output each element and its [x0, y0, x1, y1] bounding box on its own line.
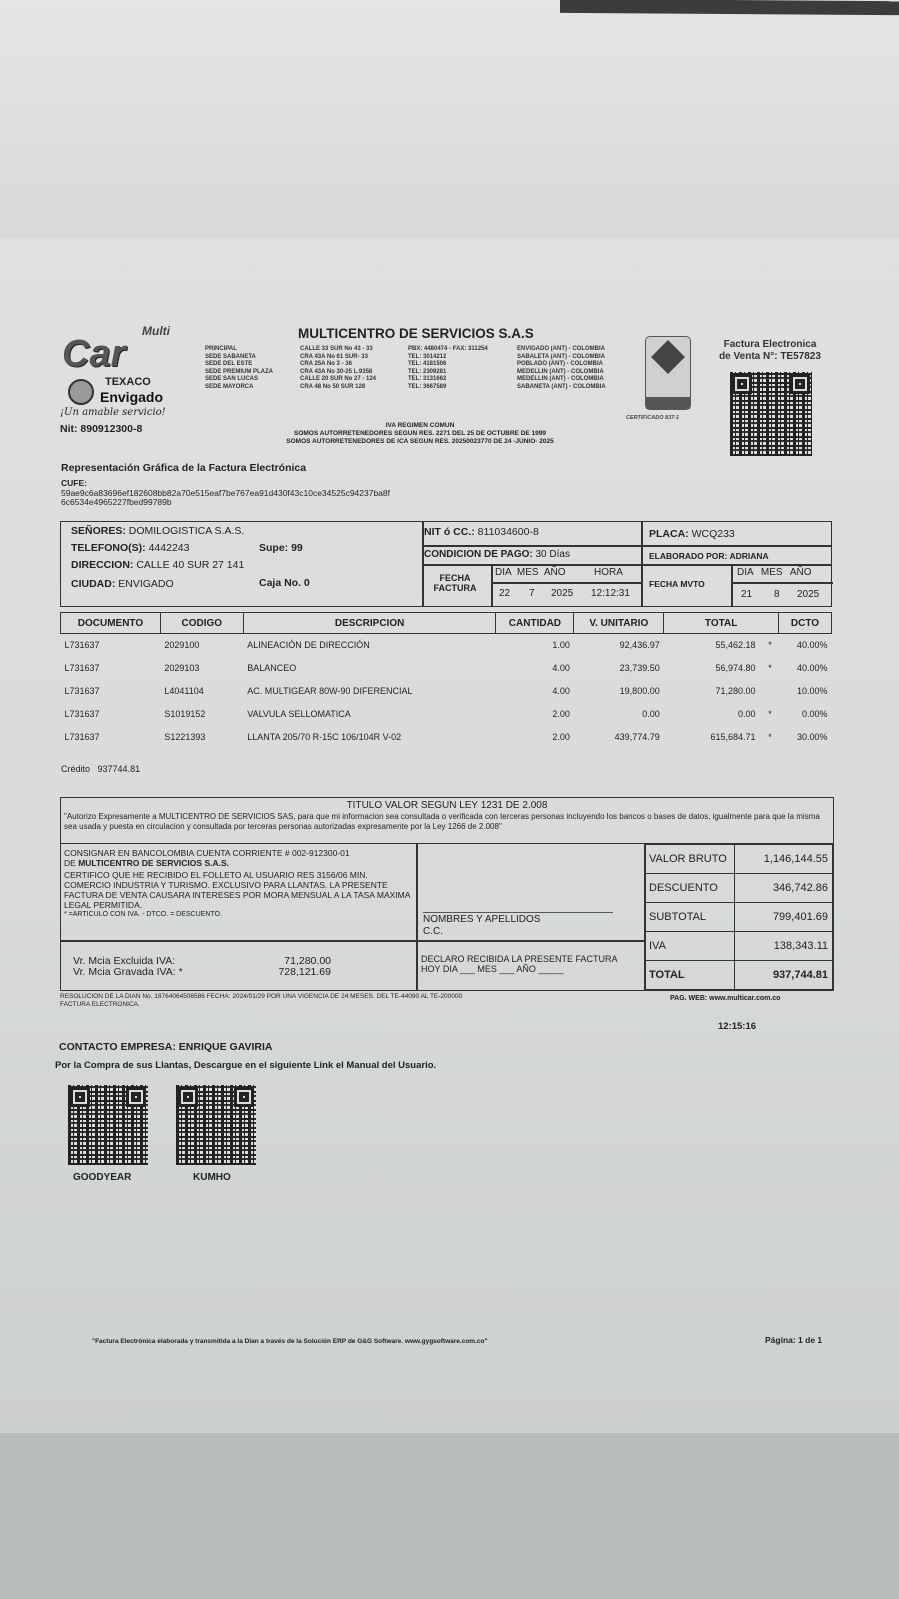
h: HORA — [594, 567, 623, 578]
iva-split — [73, 956, 183, 978]
rep-grafica-title: Representación Gráfica de la Factura Electrónica — [61, 462, 307, 474]
cell-desc: AC. MULTIGEAR 80W-90 DIFERENCIAL — [247, 686, 413, 696]
nombres-label: NOMBRES Y APELLIDOS — [423, 914, 541, 925]
excl-value: 71,280.00 — [284, 955, 331, 967]
page-number: Página: 1 de 1 — [765, 1335, 823, 1345]
h: MES — [516, 567, 539, 578]
cell-total: 71,280.00 — [715, 686, 756, 696]
declaro-block — [421, 954, 618, 974]
background-top — [0, 0, 899, 255]
iva-mark: * — [768, 709, 772, 719]
customer-name: DOMILOGISTICA S.A.S. — [128, 525, 245, 537]
invoice-year: 2025 — [551, 588, 574, 599]
invoice-day: 22 — [499, 588, 511, 599]
regimen-line: SOMOS AUTORRETENEDORES SEGUN RES. 2271 DEL 25 DE OCTUBRE DE 1999 — [293, 430, 546, 437]
cufe-value-cont: 6c6534e4965227fbed99789b — [61, 497, 172, 507]
col-header: TOTAL — [664, 613, 779, 634]
label: CONDICION DE PAGO: — [424, 549, 533, 560]
cell-cant: 2.00 — [552, 709, 570, 719]
fe-text: FACTURA ELECTRONICA. — [60, 1000, 140, 1008]
logo-slogan: ¡Un amable servicio! — [60, 407, 166, 418]
payment-condition: 30 Días — [535, 549, 570, 560]
city: ENVIGADO (ANT) - COLOMBIA — [517, 346, 605, 352]
regimen-block — [210, 422, 630, 446]
col-header: DOCUMENTO — [61, 613, 161, 634]
kumho-qr-code[interactable] — [176, 1085, 256, 1165]
customer-phone: 4442243 — [148, 542, 190, 554]
cell-total: 0.00 — [738, 709, 756, 719]
city: MEDELLIN (ANT) - COLOMBIA — [517, 376, 604, 383]
iva-mark — [762, 680, 779, 703]
phone: TEL: 3667589 — [408, 383, 447, 390]
cufe-label: CUFE: — [61, 478, 87, 488]
total-label: IVA — [645, 932, 735, 961]
total-row — [645, 874, 833, 903]
col-header: V. UNITARIO — [574, 613, 664, 634]
label: NIT ó CC.: — [424, 526, 475, 538]
fecha-mvto-label: FECHA MVTO — [649, 579, 705, 589]
address: CRA 48 No 50 SUR 128 — [300, 383, 366, 390]
mvto-day: 21 — [741, 589, 753, 600]
total-label: VALOR BRUTO — [645, 845, 735, 874]
credit-label: Crédito — [61, 764, 91, 774]
background-edge — [560, 0, 899, 15]
table-header — [61, 613, 832, 634]
cell-total: 615,684.71 — [710, 732, 756, 742]
print-time: 12:15:16 — [718, 1021, 757, 1032]
address: CALLE 33 SUR No 43 - 33 — [300, 346, 373, 352]
firma-block — [423, 914, 540, 938]
cell-unit: 0.00 — [642, 709, 660, 719]
kumho-label: KUMHO — [193, 1172, 231, 1183]
fecha-factura-label: FECHA FACTURA — [433, 573, 477, 593]
cell-cod: 2029100 — [164, 640, 200, 651]
grav-value: 728,121.69 — [278, 966, 331, 978]
total-row — [645, 961, 833, 990]
phone: TEL: 3131662 — [408, 376, 447, 383]
cell-cant: 1.00 — [552, 640, 570, 651]
table-row — [61, 726, 832, 749]
web-link[interactable]: PAG. WEB: www.multicar.com.co — [670, 995, 781, 1002]
label: DIRECCION: — [71, 559, 134, 571]
cell-dcto: 40.00% — [796, 663, 828, 673]
resolucion-block — [60, 993, 462, 1008]
cell-unit: 439,774.79 — [614, 732, 660, 742]
elaborated-by: ADRIANA — [729, 551, 769, 561]
cell-cod: 2029103 — [164, 663, 200, 673]
cell-doc: L731637 — [64, 663, 100, 673]
items-table — [60, 612, 832, 749]
cell-cant: 4.00 — [552, 663, 570, 673]
iva-mark: * — [768, 732, 772, 742]
total-label: DESCUENTO — [645, 874, 735, 903]
cell-dcto: 0.00% — [801, 709, 828, 719]
t: MULTICENTRO DE SERVICIOS S.A.S. — [78, 858, 230, 868]
label: SEÑORES: — [71, 525, 126, 537]
cell-doc: L731637 — [64, 732, 100, 742]
sedes-column — [205, 346, 273, 392]
total-value: 937,744.81 — [735, 961, 833, 990]
cell-unit: 23,739.50 — [619, 663, 660, 673]
goodyear-label: GOODYEAR — [73, 1172, 132, 1183]
total-value: 1,146,144.55 — [735, 845, 833, 874]
cufe-value: 59ae9c6a83696ef182608bb82a70e515eaf7be767ea91d430f43c10ce34525c94237ba8f — [61, 487, 390, 498]
address: CRA 25A No 3 - 36 — [300, 361, 352, 368]
cell-cod: L4041104 — [164, 686, 204, 696]
cell-doc: L731637 — [64, 686, 100, 696]
cell-desc: VALVULA SELLOMATICA — [247, 709, 351, 719]
phone: TEL: 3014212 — [408, 353, 447, 360]
supe: Supe: 99 — [259, 542, 303, 554]
cell-desc: LLANTA 205/70 R-15C 106/104R V-02 — [247, 732, 402, 742]
consignar-block — [64, 848, 414, 920]
total-label: SUBTOTAL — [645, 903, 735, 932]
table-row — [61, 634, 832, 657]
city: MEDELLIN (ANT) - COLOMBIA — [517, 368, 604, 375]
cell-desc: ALINEACIÓN DE DIRECCIÓN — [247, 640, 370, 651]
iva-mark: * — [768, 663, 772, 673]
contact: CONTACTO EMPRESA: ENRIQUE GAVIRIA — [59, 1041, 273, 1053]
sede: SEDE MAYORCA — [205, 383, 254, 390]
cities-column — [517, 346, 606, 392]
cc-label: C.C. — [423, 926, 443, 937]
cell-unit: 92,436.97 — [619, 640, 660, 651]
table-row — [61, 657, 832, 680]
total-row — [645, 932, 833, 961]
summary-box — [60, 843, 834, 991]
addresses-column — [300, 346, 376, 392]
h: DIA — [495, 567, 512, 578]
h: DIA — [737, 567, 754, 578]
total-label: TOTAL — [645, 961, 735, 990]
label: ELABORADO POR: — [649, 551, 728, 561]
regimen-line: IVA REGIMEN COMUN — [385, 422, 455, 429]
city: SABALETA (ANT) - COLOMBIA — [517, 353, 605, 360]
mvto-month: 8 — [774, 589, 780, 600]
cell-dcto: 40.00% — [796, 640, 828, 651]
consignar-text: CONSIGNAR EN BANCOLOMBIA CUENTA CORRIENTE # 002-912300-01 — [64, 848, 350, 858]
h: AÑO — [543, 567, 566, 578]
total-row — [645, 903, 833, 932]
label: CIUDAD: — [71, 578, 116, 590]
city: SABANETA (ANT) - COLOMBIA — [517, 383, 606, 390]
sede: SEDE DEL ESTE — [205, 361, 253, 368]
address: CRA 43A No 30-25 L.9358 — [300, 368, 373, 375]
cell-cod: S1221393 — [164, 732, 206, 742]
phone: PBX: 4480474 - FAX: 311254 — [408, 346, 488, 352]
footer-text: "Factura Electrónica elaborada y transmitida a la Dian a través de la Solución ERP de G&G Software. www.gygsoftware.com.co" — [92, 1338, 488, 1345]
iva-split-values — [261, 956, 331, 978]
address: CALLE 20 SUR No 27 - 124 — [300, 376, 377, 383]
customer-nit: 811034600-8 — [477, 526, 539, 538]
cell-cant: 4.00 — [552, 686, 570, 696]
grav-label: Vr. Mcia Gravada IVA: * — [73, 966, 183, 978]
label: PLACA: — [649, 528, 689, 540]
invoice-title: Factura Electronica — [723, 339, 817, 350]
logo-car-text: Car — [62, 333, 126, 375]
table-row — [61, 680, 832, 703]
sede: SEDE SABANETA — [205, 353, 256, 360]
col-header: DCTO — [779, 613, 832, 634]
hoy-text: HOY DIA ___ MES ___ AÑO _____ — [421, 964, 564, 974]
h: MES — [760, 567, 783, 578]
declaro-text: DECLARO RECIBIDA LA PRESENTE FACTURA — [421, 954, 618, 964]
cell-desc: BALANCEO — [247, 663, 297, 673]
totals-table — [644, 844, 833, 990]
cell-doc: L731637 — [64, 640, 100, 651]
phone: TEL: 4181506 — [408, 361, 447, 368]
certifico-text: CERTIFICO QUE HE RECIBIDO EL FOLLETO AL USUARIO RES 3156/06 MIN. COMERCIO INDUSTRIA Y TURISMO. EXCLUSIVO PARA LLANTAS. LA PRESENTE FACTURA DE VENTA CAUSARA INTERESES POR MORA MENSUAL A LA TASA MAXIMA LEGAL PERMITIDA. — [64, 870, 410, 910]
goodyear-qr-code[interactable] — [68, 1085, 148, 1165]
titulo-valor: TITULO VALOR SEGUN LEY 1231 DE 2.008 — [346, 800, 548, 811]
phones-column — [408, 346, 488, 392]
cell-cant: 2.00 — [552, 732, 570, 742]
sede: PRINCIPAL — [205, 346, 237, 352]
cell-dcto: 10.00% — [796, 686, 828, 696]
resolucion-text: RESOLUCION DE LA DIAN No. 18764064506586 FECHA: 2024/01/29 POR UNA VIGENCIA DE 24 MESES. DEL TE-44090 AL TE-200000 — [60, 993, 463, 1000]
total-value: 799,401.69 — [735, 903, 833, 932]
total-row — [645, 845, 833, 874]
address: CRA 43A No 61 SUR- 33 — [300, 353, 368, 360]
manual-text: Por la Compra de sus Llantas, Descargue en el siguiente Link el Manual del Usuario. — [55, 1060, 437, 1071]
company-name: MULTICENTRO DE SERVICIOS S.A.S — [298, 326, 534, 341]
logo-multi-text: Multi — [142, 324, 170, 338]
credit-line — [61, 764, 140, 774]
table-row — [61, 703, 832, 726]
invoice-qr-code — [730, 372, 812, 456]
icontec-certification-icon — [645, 336, 691, 410]
caja: Caja No. 0 — [259, 577, 310, 589]
iva-mark: * — [768, 640, 772, 651]
logo-envigado: Envigado — [100, 389, 164, 405]
label: TELEFONO(S): — [71, 542, 146, 554]
invoice-month: 7 — [529, 588, 535, 599]
nota-text: * =ARTICULO CON IVA. - DTCO. = DESCUENTO. — [64, 911, 222, 918]
regimen-line: SOMOS AUTORRETENEDORES DE ICA SEGUN RES. 20250023770 DE 24 -JUNIO- 2025 — [286, 438, 554, 445]
invoice-time: 12:12:31 — [591, 588, 630, 599]
placa: WCQ233 — [691, 528, 735, 540]
logo-texaco: TEXACO — [105, 376, 151, 388]
h: AÑO — [789, 567, 812, 578]
phone: TEL: 2309281 — [408, 368, 447, 375]
col-header: DESCRIPCION — [243, 613, 496, 634]
col-header: CANTIDAD — [496, 613, 574, 634]
total-value: 138,343.11 — [735, 932, 833, 961]
sede: SEDE SAN LUCAS — [205, 376, 259, 383]
certificate-label: CERTIFICADO 837-1 — [626, 415, 680, 421]
company-nit: Nit: 890912300-8 — [60, 423, 143, 435]
customer-box — [60, 521, 832, 607]
t: DE — [64, 858, 76, 868]
smiley-star-icon — [68, 379, 94, 405]
total-value: 346,742.86 — [735, 874, 833, 903]
invoice-number-value: de Venta N°: TE57823 — [719, 351, 821, 362]
col-header: CODIGO — [160, 613, 243, 634]
excl-label: Vr. Mcia Excluida IVA: — [73, 955, 176, 967]
invoice-number — [700, 339, 840, 363]
multicar-logo — [60, 325, 195, 421]
cell-dcto: 30.00% — [796, 732, 828, 742]
city: POBLADO (ANT) - COLOMBIA — [517, 361, 603, 368]
cell-cod: S1019152 — [164, 709, 206, 719]
cell-doc: L731637 — [64, 709, 100, 719]
mvto-year: 2025 — [797, 589, 820, 600]
cell-total: 56,974.80 — [715, 663, 756, 673]
cufe-block — [61, 479, 390, 508]
customer-address: CALLE 40 SUR 27 141 — [136, 559, 245, 571]
autorizo-text: "Autorizo Expresamente a MULTICENTRO DE SERVICIOS SAS, para que mi informacion sea consultada o verificada con terceras personas incluyendo los bancos o bases de datos, igualmente para que la misma sea usada y puesta en circulacion y consultada por terceras personas autorizadas expresamente por la Ley 1266 de 2.008" — [64, 812, 820, 831]
sede: SEDE PREMIUM PLAZA — [205, 368, 274, 375]
customer-city: ENVIGADO — [118, 578, 174, 590]
cell-total: 55,462.18 — [715, 640, 756, 651]
titulo-valor-box — [60, 797, 834, 844]
credit-value: 937744.81 — [97, 764, 141, 774]
cell-unit: 19,800.00 — [619, 686, 660, 696]
